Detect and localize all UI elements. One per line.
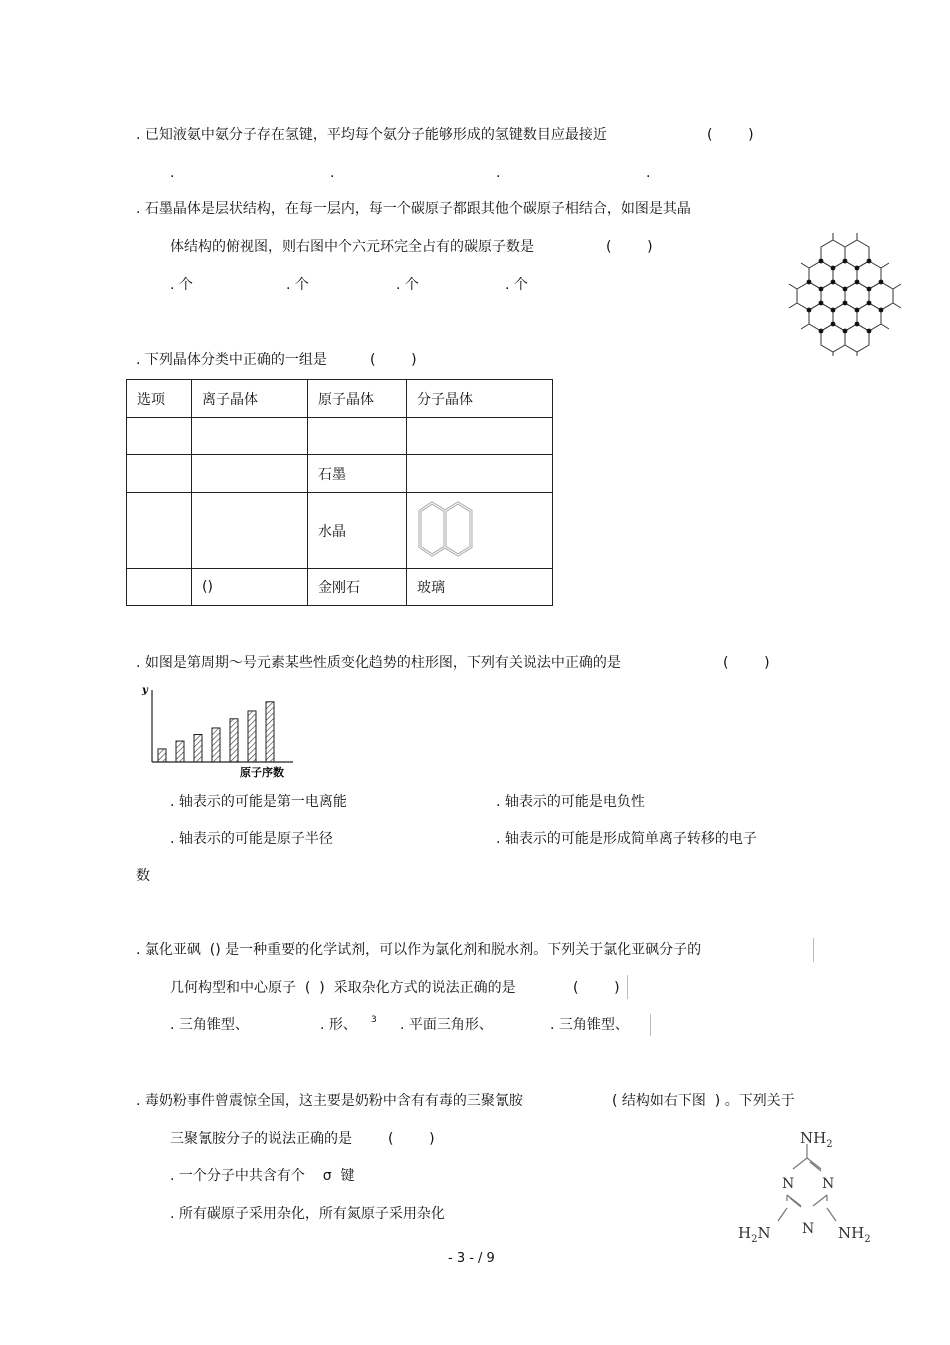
q4-stem: . 如图是第周期～号元素某些性质变化趋势的柱形图，下列有关说法中正确的是 <box>136 655 621 671</box>
q5-stem-line2: 几何构型和中心原子 ( ) 采取杂化方式的说法正确的是 <box>170 980 516 996</box>
q2-option-c: . 个 <box>396 277 419 293</box>
table-cell <box>192 493 308 569</box>
table-header-row <box>127 380 553 418</box>
q5-answer-paren: ( ) <box>573 980 620 996</box>
table-cell <box>192 418 308 455</box>
table-cell: 金刚石 <box>308 569 407 606</box>
scan-mark <box>650 1014 651 1036</box>
property-trend-bar-chart <box>138 684 308 782</box>
q6-stem-line1-structure-note: ( 结构如右下图 ) 。下列关于 <box>612 1093 795 1109</box>
amino-group-top-label: $NH_2$ <box>800 1129 833 1150</box>
y-axis-label: y <box>142 685 148 696</box>
q6-option-b: . 所有碳原子采用杂化，所有氮原子采用杂化 <box>170 1206 445 1222</box>
x-axis-label: 原子序数 <box>240 766 284 779</box>
q5-stem-line1: . 氯化亚砜 () 是一种重要的化学试剂，可以作为氯化剂和脱水剂。下列关于氯化亚砜分子的 <box>136 942 702 958</box>
ring-nitrogen-bottom: N <box>802 1221 815 1237</box>
table-cell <box>308 418 407 455</box>
table-row <box>127 569 553 606</box>
table-cell <box>407 455 553 493</box>
table-cell-naphthalene <box>407 493 553 569</box>
table-cell: () <box>192 569 308 606</box>
amino-group-left-label: $H_2N$ <box>738 1224 771 1245</box>
table-cell <box>407 418 553 455</box>
scan-mark <box>813 938 814 962</box>
q2-option-b: . 个 <box>286 277 309 293</box>
q1-stem: . 已知液氨中氨分子存在氢键，平均每个氨分子能够形成的氢键数目应最接近 <box>136 127 607 143</box>
table-cell <box>127 569 192 606</box>
table-cell: 玻璃 <box>407 569 553 606</box>
melamine-structure-figure <box>730 1122 890 1247</box>
chart-bar <box>212 728 220 762</box>
q6-answer-paren: ( ) <box>388 1131 435 1147</box>
q3-stem: . 下列晶体分类中正确的一组是 <box>136 352 327 368</box>
q4-option-c: . 轴表示的可能是原子半径 <box>170 831 333 847</box>
q1-option-c: . <box>496 165 501 181</box>
q1-option-d: . <box>646 165 651 181</box>
table-header-cell: 分子晶体 <box>407 380 553 418</box>
crystal-classification-table <box>126 379 553 606</box>
q6-option-a: . 一个分子中共含有个 σ 键 <box>170 1168 355 1184</box>
q6-stem-line1: . 毒奶粉事件曾震惊全国，这主要是奶粉中含有有毒的三聚氰胺 <box>136 1093 523 1109</box>
chart-bar <box>194 735 202 762</box>
naphthalene-structure-icon <box>417 499 475 559</box>
table-cell <box>127 493 192 569</box>
table-cell: 水晶 <box>308 493 407 569</box>
q4-answer-paren: ( ) <box>723 655 770 671</box>
table-row <box>127 455 553 493</box>
table-cell <box>192 455 308 493</box>
q1-answer-paren: ( ) <box>707 127 754 143</box>
chart-bar <box>176 741 184 762</box>
q4-option-d-continued: 数 <box>136 868 150 884</box>
q5-option-b: . 形、 <box>320 1017 357 1033</box>
table-cell: 石墨 <box>308 455 407 493</box>
table-header-cell: 选项 <box>127 380 192 418</box>
chart-bar <box>248 711 256 762</box>
chart-bar <box>230 719 238 762</box>
scan-mark <box>627 975 628 999</box>
amino-group-right-label: $NH_2$ <box>838 1224 871 1245</box>
table-cell <box>127 455 192 493</box>
table-header-cell: 原子晶体 <box>308 380 407 418</box>
q3-answer-paren: ( ) <box>370 352 417 368</box>
table-row <box>127 493 553 569</box>
q4-option-a: . 轴表示的可能是第一电离能 <box>170 794 347 810</box>
q2-option-d: . 个 <box>505 277 528 293</box>
ring-nitrogen-left: N <box>782 1176 795 1192</box>
q2-option-a: . 个 <box>170 277 193 293</box>
page-number: - 3 - / 9 <box>448 1251 495 1266</box>
q5-option-b-superscript: 3 <box>371 1015 377 1025</box>
chart-bar <box>158 749 166 762</box>
q5-option-d: . 三角锥型、 <box>550 1017 629 1033</box>
q2-answer-paren: ( ) <box>606 239 653 255</box>
q1-option-b: . <box>330 165 335 181</box>
ring-nitrogen-right: N <box>822 1176 835 1192</box>
chart-bar <box>266 702 274 762</box>
table-cell <box>127 418 192 455</box>
q1-option-a: . <box>170 165 175 181</box>
q4-option-b: . 轴表示的可能是电负性 <box>496 794 645 810</box>
q6-stem-line2: 三聚氰胺分子的说法正确的是 <box>170 1131 352 1147</box>
q2-stem-line2: 体结构的俯视图，则右图中个六元环完全占有的碳原子数是 <box>170 239 534 255</box>
table-row <box>127 418 553 455</box>
table-header-cell: 离子晶体 <box>192 380 308 418</box>
q2-stem-line1: . 石墨晶体是层状结构，在每一层内，每一个碳原子都跟其他个碳原子相结合，如图是其晶 <box>136 201 691 217</box>
q4-option-d: . 轴表示的可能是形成简单离子转移的电子 <box>496 831 757 847</box>
graphite-hexagon-lattice-figure <box>785 232 909 356</box>
q5-option-c: . 平面三角形、 <box>400 1017 493 1033</box>
q5-option-a: . 三角锥型、 <box>170 1017 249 1033</box>
